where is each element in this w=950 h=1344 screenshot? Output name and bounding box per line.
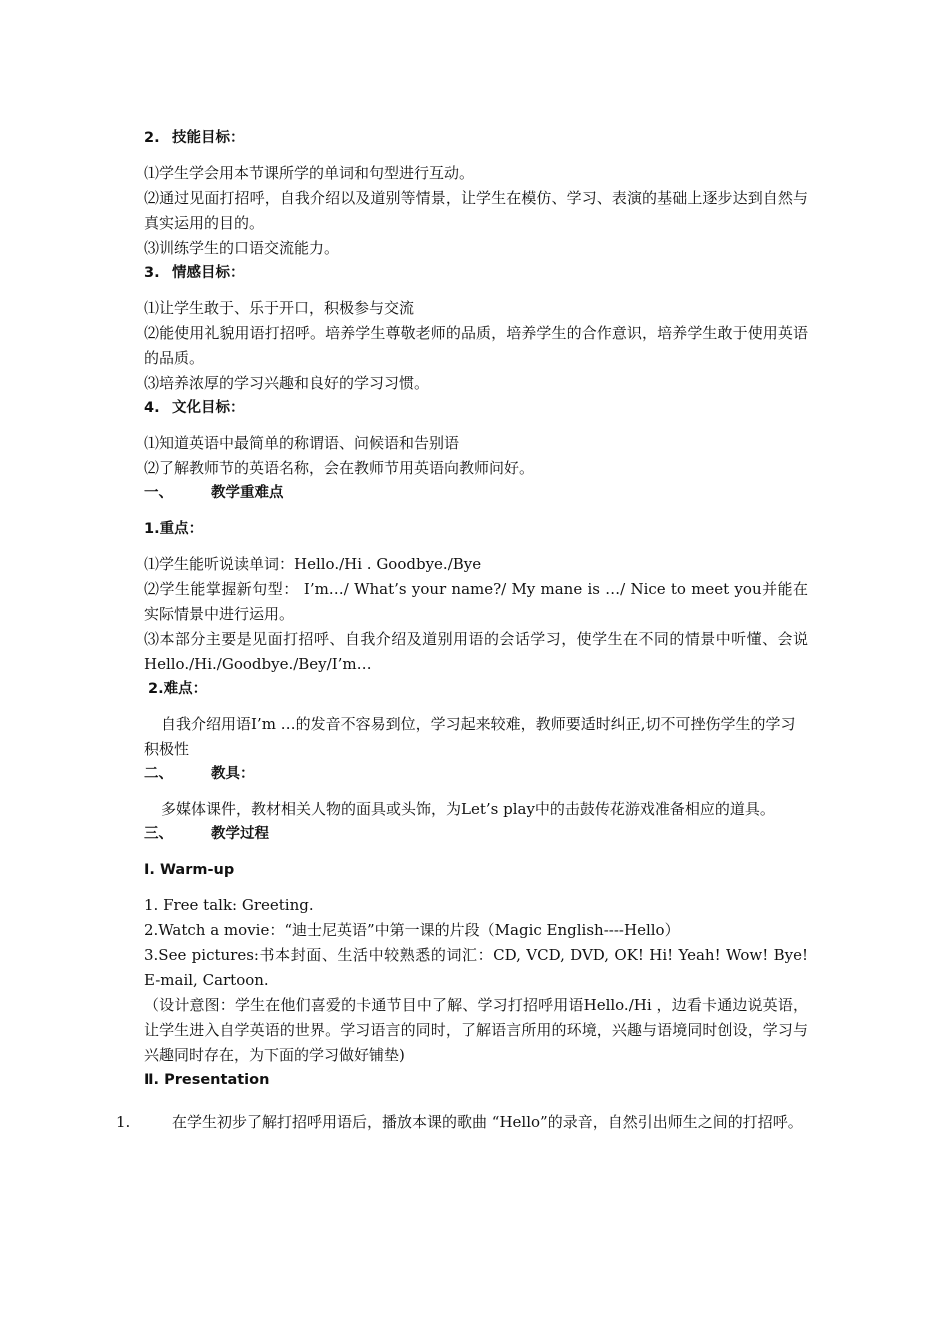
tools-heading <box>144 762 808 787</box>
heading-number: 4. <box>144 400 160 416</box>
design-note: （设计意图：学生在他们喜爱的卡通节目中了解、学习打招呼用语Hello./Hi ，边看卡通边说英语，让学生进入自学英语的世界。学习语言的同时，了解语言所用的环境，兴趣与语境同时创设，学习与兴趣同时存在，为下面的学习做好铺垫) <box>144 996 808 1064</box>
heading-text: 文化目标： <box>172 400 245 416</box>
focus-item: ⑴学生能听说读单词：Hello./Hi . Goodbye./Bye <box>144 555 482 573</box>
section-title: 教具： <box>211 766 255 782</box>
heading-text: 技能目标： <box>172 130 245 146</box>
skills-item: ⑶训练学生的口语交流能力。 <box>144 239 340 257</box>
focus-item: ⑶本部分主要是见面打招呼、自我介绍及道别用语的会话学习，使学生在不同的情景中听懂、会说 Hello./Hi./Goodbye./Bey/I’m… <box>144 630 808 673</box>
culture-heading <box>144 396 808 421</box>
tools-text: 多媒体课件，教材相关人物的面具或头饰，为Let’s play中的击鼓传花游戏准备相应的道具。 <box>161 800 775 818</box>
key-points-heading <box>144 481 808 506</box>
heading-number: 3. <box>144 265 160 281</box>
emotion-item: ⑴让学生敢于、乐于开口，积极参与交流 <box>144 299 415 317</box>
culture-item: ⑵了解教师节的英语名称，会在教师节用英语向教师问好。 <box>144 459 535 477</box>
section-index: 二、 <box>144 766 173 782</box>
warmup-item: 3.See pictures:书本封面、生活中较熟悉的词汇：CD, VCD, DVD, OK! Hi! Yeah! Wow! Bye! E-mail, Cartoon. <box>144 946 808 989</box>
presentation-heading: Ⅱ. Presentation <box>144 1072 270 1088</box>
document-page <box>116 126 808 1142</box>
emotion-heading <box>144 261 808 286</box>
section-index: 一、 <box>144 485 173 501</box>
process-heading <box>144 822 808 847</box>
section-title: 教学过程 <box>211 826 269 842</box>
item-text: 在学生初步了解打招呼用语后，播放本课的歌曲 “Hello”的录音，自然引出师生之间的打招呼。 <box>172 1113 803 1131</box>
culture-item: ⑴知道英语中最简单的称谓语、问候语和告别语 <box>144 434 460 452</box>
focus-item: ⑵学生能掌握新句型： I’m…/ What’s your name?/ My mane is …/ Nice to meet you并能在实际情景中进行运用。 <box>144 580 808 623</box>
skills-item: ⑵通过见面打招呼，自我介绍以及道别等情景，让学生在模仿、学习、表演的基础上逐步达到自然与真实运用的目的。 <box>144 189 808 232</box>
item-number: 1. <box>116 1113 131 1131</box>
focus-heading: 1.重点： <box>144 521 204 537</box>
warmup-heading: Ⅰ. Warm-up <box>144 862 235 878</box>
skills-heading <box>144 126 808 151</box>
section-index: 三、 <box>144 826 173 842</box>
heading-number: 2. <box>144 130 160 146</box>
difficulty-text: 自我介绍用语I’m …的发音不容易到位，学习起来较难，教师要适时纠正,切不可挫伤学生的学习积极性 <box>144 715 796 758</box>
difficulty-heading: 2.难点： <box>148 681 208 697</box>
heading-text: 情感目标： <box>172 265 245 281</box>
section-title: 教学重难点 <box>211 485 284 501</box>
emotion-item: ⑵能使用礼貌用语打招呼。培养学生尊敬老师的品质，培养学生的合作意识，培养学生敢于使用英语的品质。 <box>144 324 808 367</box>
emotion-item: ⑶培养浓厚的学习兴趣和良好的学习习惯。 <box>144 374 430 392</box>
warmup-item: 2.Watch a movie：“迪士尼英语”中第一课的片段（Magic English----Hello） <box>144 921 680 939</box>
presentation-item <box>116 1103 808 1142</box>
warmup-item: 1. Free talk: Greeting. <box>144 896 314 914</box>
skills-item: ⑴学生学会用本节课所学的单词和句型进行互动。 <box>144 164 475 182</box>
